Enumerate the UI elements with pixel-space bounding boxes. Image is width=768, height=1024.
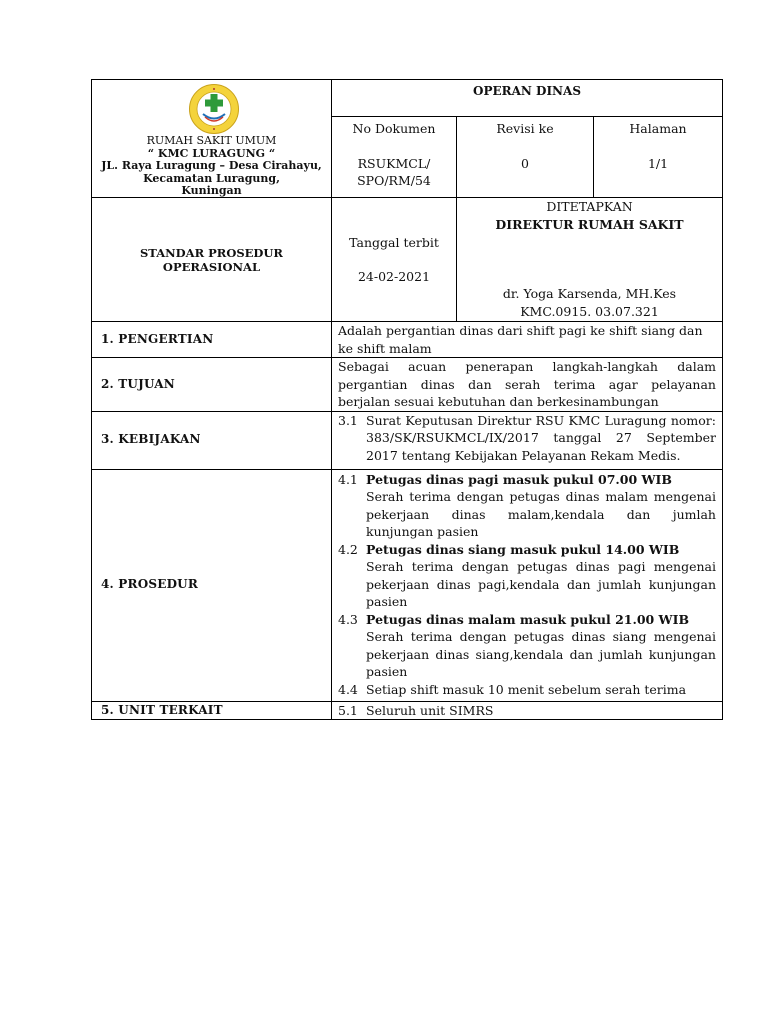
prosedur-item-1-number: 4.1: [338, 471, 358, 487]
pengertian-line-1: Adalah pergantian dinas dari shift pagi ke shift siang dan: [338, 323, 703, 338]
prosedur-item-1-title: Petugas dinas pagi masuk pukul 07.00 WIB: [366, 471, 672, 487]
hospital-address-2: Kecamatan Luragung,: [143, 171, 280, 185]
kebijakan-line-1: Surat Keputusan Direktur RSU KMC Luragung nomor:: [366, 412, 716, 428]
kebijakan-label: 3. KEBIJAKAN: [92, 411, 332, 469]
prosedur-item-2-title: Petugas dinas siang masuk pukul 14.00 WIB: [366, 541, 680, 557]
hospital-address-3: Kuningan: [181, 184, 242, 197]
prosedur-item-3-number: 4.3: [338, 611, 358, 627]
prosedur-item-1-body: [338, 488, 716, 541]
halaman-label: Halaman: [629, 121, 687, 137]
unit-terkait-item-number: 5.1: [338, 702, 358, 718]
prosedur-item-3: [338, 611, 716, 629]
prosedur-item-1: [338, 471, 716, 489]
tanggal-terbit-cell: [332, 198, 457, 322]
sop-table: [91, 79, 723, 720]
prosedur-item-1-line-1: Serah terima dengan petugas dinas malam mengenai: [366, 489, 716, 504]
pengertian-line-2: ke shift malam: [338, 340, 432, 356]
prosedur-item-4-text: Setiap shift masuk 10 menit sebelum serah terima: [366, 681, 687, 697]
prosedur-item-4-number: 4.4: [338, 681, 358, 697]
tujuan-content: [332, 358, 723, 412]
direktur-label: DIREKTUR RUMAH SAKIT: [495, 216, 684, 232]
document-title: OPERAN DINAS: [332, 80, 723, 117]
prosedur-content: [332, 469, 723, 701]
kebijakan-content: [332, 411, 723, 469]
prosedur-item-3-body: [338, 628, 716, 681]
tujuan-line-3: berjalan sesuai kebutuhan dan berkesinambungan: [338, 394, 659, 409]
hospital-name: “ KMC LURAGUNG “: [147, 146, 276, 160]
tanggal-terbit-value: 24-02-2021: [357, 269, 431, 284]
prosedur-item-2-line-2: pekerjaan dinas pagi,kendala dan jumlah kunjungan: [366, 576, 716, 592]
prosedur-item-2-body: [338, 558, 716, 611]
no-dokumen-value-1: RSUKMCL/: [357, 155, 431, 171]
pengertian-content: [332, 322, 723, 358]
prosedur-item-3-line-1: Serah terima dengan petugas dinas siang mengenai: [366, 629, 716, 644]
no-dokumen-cell: [332, 117, 457, 198]
revisi-value: 0: [521, 155, 529, 171]
unit-terkait-item-text: Seluruh unit SIMRS: [366, 702, 494, 718]
unit-terkait-label: 5. UNIT TERKAIT: [92, 701, 332, 720]
signer-name: dr. Yoga Karsenda, MH.Kes: [502, 286, 677, 301]
spo-label-1: STANDAR PROSEDUR: [140, 245, 283, 260]
revisi-cell: [457, 117, 594, 198]
prosedur-item-3-title: Petugas dinas malam masuk pukul 21.00 WIB: [366, 611, 690, 627]
kebijakan-line-3: 2017 tentang Kebijakan Pelayanan Rekam Medis.: [366, 447, 681, 463]
prosedur-item-2-line-1: Serah terima dengan petugas dinas pagi mengenai: [366, 559, 716, 574]
prosedur-item-2-number: 4.2: [338, 541, 358, 557]
no-dokumen-value-2: SPO/RM/54: [357, 173, 431, 189]
kebijakan-item-number: 3.1: [338, 412, 358, 428]
tanggal-terbit-label: Tanggal terbit: [349, 234, 439, 250]
prosedur-item-4: [338, 681, 716, 699]
tujuan-label: 2. TUJUAN: [92, 358, 332, 412]
hospital-identity: [92, 135, 331, 198]
sop-document: [91, 79, 722, 720]
prosedur-item-1-line-3: kunjungan pasien: [366, 524, 479, 539]
tujuan-line-1: Sebagai acuan penerapan langkah-langkah dalam: [338, 359, 716, 374]
prosedur-item-1-line-2: pekerjaan dinas malam,kendala dan jumlah: [366, 506, 716, 522]
pengertian-label: 1. PENGERTIAN: [92, 322, 332, 358]
kebijakan-item: [338, 412, 716, 465]
hospital-header-cell: [92, 80, 332, 198]
prosedur-item-2: [338, 541, 716, 559]
prosedur-label: 4. PROSEDUR: [92, 469, 332, 701]
signer-id: KMC.0915. 03.07.321: [520, 303, 659, 319]
ditetapkan-cell: [457, 198, 723, 322]
ditetapkan-label: DITETAPKAN: [546, 199, 633, 214]
prosedur-item-3-line-3: pasien: [366, 664, 408, 679]
unit-terkait-content: [332, 701, 723, 720]
halaman-cell: [594, 117, 723, 198]
prosedur-item-2-line-3: pasien: [366, 594, 408, 609]
tujuan-line-2: pergantian dinas dan serah terima agar pelayanan: [338, 376, 716, 392]
spo-label-cell: [92, 198, 332, 322]
kebijakan-item-text: [366, 412, 716, 465]
hospital-logo: [188, 83, 240, 135]
no-dokumen-label: No Dokumen: [352, 121, 436, 137]
revisi-label: Revisi ke: [496, 121, 554, 137]
unit-terkait-item: [338, 702, 716, 720]
hospital-address-1: JL. Raya Luragung – Desa Cirahayu,: [101, 159, 322, 172]
hospital-type: RUMAH SAKIT UMUM: [146, 134, 277, 147]
halaman-value: 1/1: [647, 155, 669, 171]
prosedur-item-3-line-2: pekerjaan dinas siang,kendala dan jumlah kunjungan: [366, 646, 716, 662]
kebijakan-line-2: 383/SK/RSUKMCL/IX/2017 tanggal 27 September: [366, 430, 716, 445]
spo-label-2: OPERASIONAL: [162, 259, 261, 274]
